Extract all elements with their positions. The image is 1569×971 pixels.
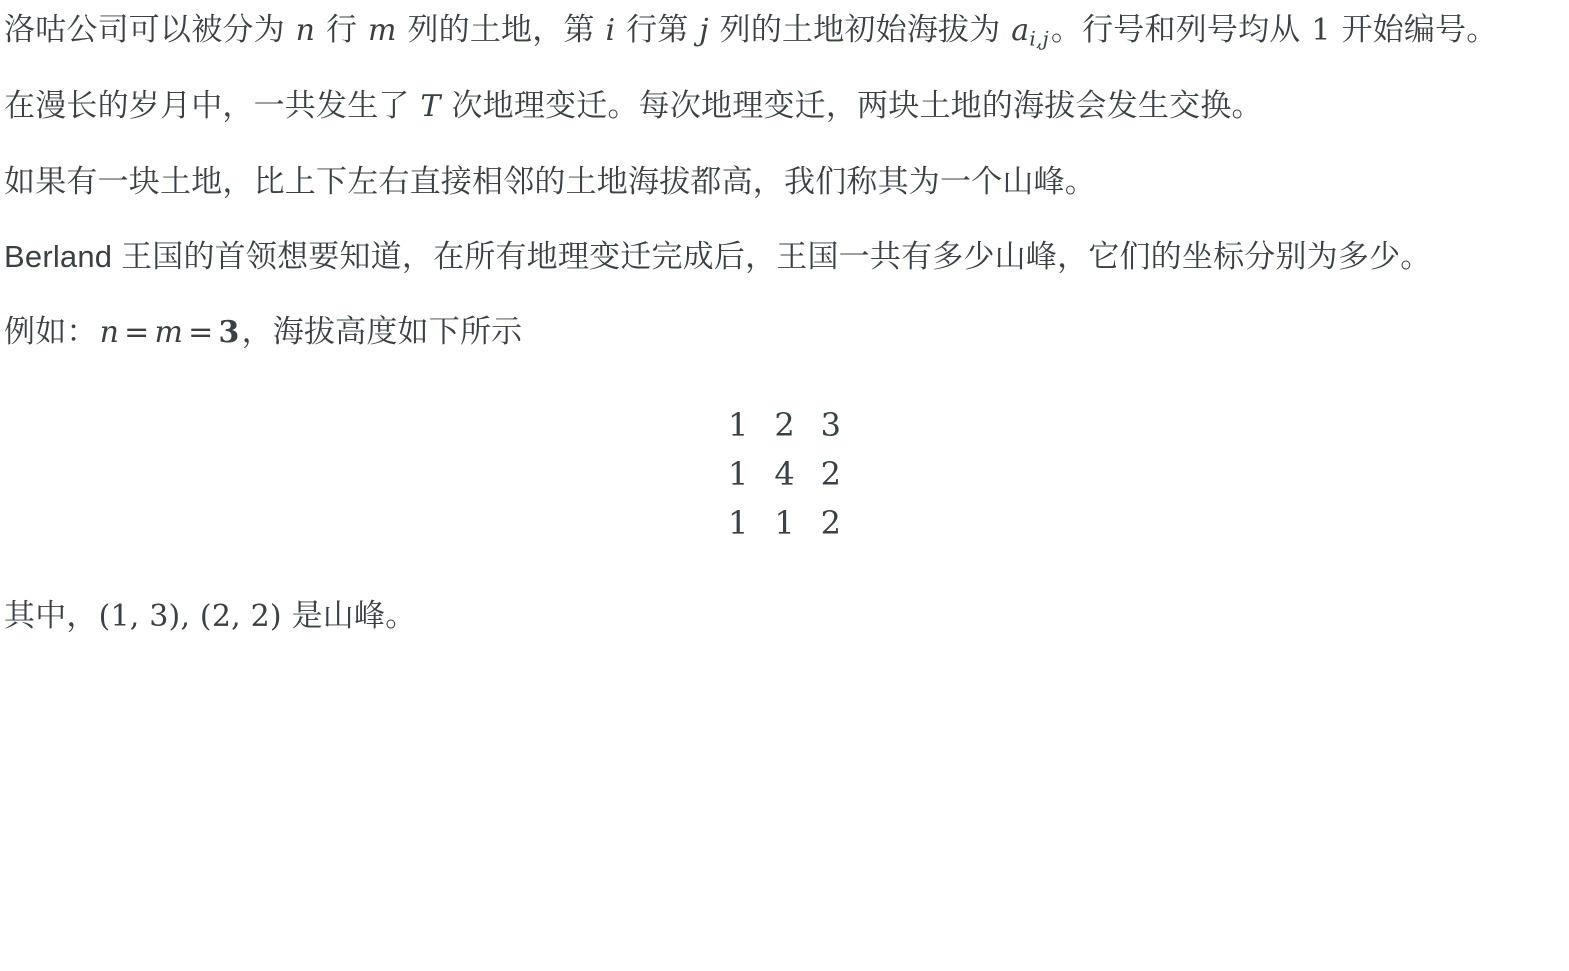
text-run: 例如： (4, 313, 98, 349)
math-operator-equals: = (124, 314, 150, 350)
paragraph-example-intro (4, 308, 1565, 356)
text-run: 次地理变迁。每次地理变迁，两块土地的海拔会发生交换。 (442, 87, 1263, 123)
math-number-one: 1 (1311, 13, 1331, 48)
paragraph-peak-definition: 如果有一块土地，比上下左右直接相邻的土地海拔都高，我们称其为一个山峰。 (4, 163, 1096, 199)
paragraph-conclusion (4, 592, 1565, 640)
math-variable-n: n (99, 314, 120, 350)
text-run: 其中， (4, 598, 98, 634)
math-variable-a-subscript: $a_{i,j}$ (1011, 13, 1049, 51)
peak-coordinates: (1, 3), (2, 2) (98, 599, 282, 635)
math-variable-i: i (605, 13, 616, 48)
math-variable-j: j (699, 13, 709, 48)
paragraph-changes (4, 82, 1565, 130)
text-run: 洛咕公司可以被分为 (4, 12, 294, 47)
matrix-cell: 1 (727, 455, 749, 494)
math-variable-m: m (367, 13, 397, 48)
matrix-row (715, 401, 854, 450)
text-run: 是山峰。 (282, 598, 417, 634)
matrix-cell: 1 (774, 504, 795, 543)
math-subscript-ij: i,j (1029, 26, 1049, 51)
math-number-three: 3 (218, 314, 240, 350)
text-run: ，海拔高度如下所示 (241, 313, 523, 349)
matrix-cell: 2 (774, 406, 795, 445)
math-variable-n: n (295, 13, 316, 48)
matrix-cell: 2 (820, 504, 842, 543)
text-run: 开始编号。 (1332, 12, 1498, 47)
matrix-cell: 1 (727, 406, 749, 445)
text-run: 列的土地，第 (398, 12, 604, 47)
matrix-cell: 2 (820, 455, 842, 494)
math-variable-m: m (154, 314, 184, 350)
text-run: 在漫长的岁月中，一共发生了 (4, 87, 419, 123)
elevation-matrix-container (4, 401, 1565, 548)
matrix-cell: 1 (727, 504, 749, 543)
paragraph-grid-definition (4, 0, 1565, 54)
matrix-row (715, 499, 854, 548)
text-run: 行 (317, 12, 366, 47)
matrix-cell: 4 (774, 455, 795, 494)
math-operator-equals: = (188, 314, 214, 350)
matrix-row (715, 450, 854, 499)
text-run: 列的土地初始海拔为 (710, 12, 1010, 47)
matrix-cell: 3 (820, 406, 842, 445)
text-run: 。行号和列号均从 (1050, 12, 1310, 47)
math-variable-T: T (420, 88, 441, 124)
text-berland: Berland (4, 238, 113, 274)
paragraph-question (4, 233, 1565, 280)
text-run: 行第 (617, 12, 698, 47)
text-run: 王国的首领想要知道，在所有地理变迁完成后，王国一共有多少山峰，它们的坐标分别为多少。 (112, 238, 1432, 274)
elevation-matrix (715, 401, 854, 548)
